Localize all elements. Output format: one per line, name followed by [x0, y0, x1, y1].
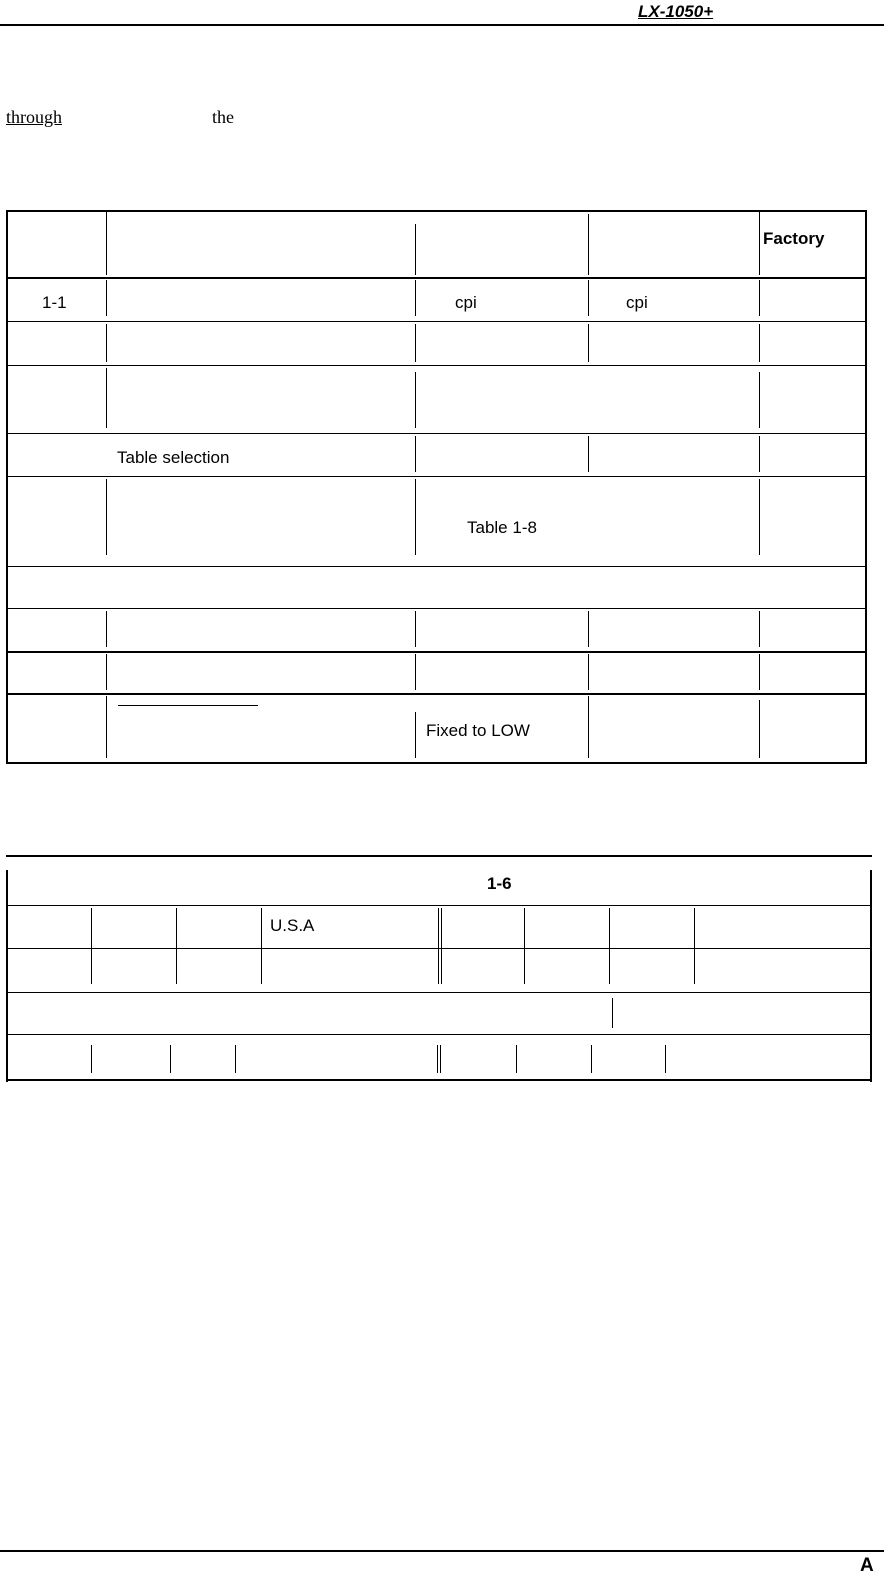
table1-col-rule — [106, 611, 107, 647]
table2-left-border — [6, 870, 8, 1082]
table1-top-border — [6, 210, 866, 212]
table1-col-rule — [106, 212, 107, 275]
table2-col-rule — [609, 908, 610, 984]
table1-row9-value: Fixed to LOW — [426, 721, 530, 740]
table1-col-rule — [588, 324, 589, 362]
table1-col-rule — [106, 696, 107, 758]
table1-col-rule — [588, 214, 589, 275]
table1-row1-label: 1-1 — [42, 293, 67, 312]
table1-row-rule — [6, 693, 866, 695]
table2-title: 1-6 — [487, 874, 512, 893]
table1-row-rule — [6, 566, 866, 567]
table1-col-rule — [759, 212, 760, 275]
table1-col-rule — [588, 696, 589, 758]
table2-row-rule — [6, 905, 872, 906]
table1-col-rule — [588, 611, 589, 647]
table1-col-rule — [415, 479, 416, 555]
table1-col-rule — [759, 700, 760, 758]
table1-col-rule — [588, 280, 589, 316]
footer-rule — [0, 1550, 884, 1552]
table1-col-rule — [415, 436, 416, 472]
table2-right-border — [870, 870, 872, 1082]
table1-col-rule — [106, 280, 107, 316]
table2-col-rule — [235, 1045, 236, 1073]
table2-col-rule — [91, 908, 92, 984]
table1-row-rule — [6, 608, 866, 609]
table2-col-rule — [176, 908, 177, 984]
intro-word-the: the — [212, 107, 234, 127]
table1-col-rule — [415, 280, 416, 316]
table2-col-rule — [516, 1045, 517, 1073]
table1-cell-underline — [118, 705, 258, 706]
table1-row1-cpi-a: cpi — [455, 293, 477, 312]
table1-col-rule — [759, 479, 760, 555]
table1-row-rule — [6, 321, 866, 322]
header-model-name: LX-1050+ — [638, 2, 714, 21]
table2-col-rule — [170, 1045, 171, 1073]
table1-col-rule — [759, 436, 760, 472]
table1-col-rule — [759, 654, 760, 690]
table2-bottom-border — [6, 1079, 872, 1081]
table1-col-rule — [415, 654, 416, 690]
table1-col-rule — [415, 224, 416, 275]
table1-row-rule — [6, 476, 866, 477]
table1-col-rule — [106, 479, 107, 555]
table2-row-rule — [6, 992, 872, 993]
table1-right-border — [865, 210, 867, 764]
table1-col-rule — [759, 324, 760, 362]
table1-left-border — [6, 210, 8, 764]
table2-col-rule — [438, 908, 439, 984]
table2-col-rule — [524, 908, 525, 984]
table1-col-rule — [588, 654, 589, 690]
table1-col-rule — [106, 368, 107, 428]
table2-row1-country: U.S.A — [270, 916, 315, 935]
header-rule — [0, 24, 884, 26]
table2-col-rule — [437, 1045, 438, 1073]
table2-col-rule — [665, 1045, 666, 1073]
table1-row1-cpi-b: cpi — [626, 293, 648, 312]
table1-row5-ref: Table 1-8 — [467, 518, 537, 537]
table1-col-rule — [588, 436, 589, 472]
table1-bottom-border — [6, 762, 867, 764]
table1-row-rule — [6, 365, 866, 366]
table2-row-rule — [6, 1034, 872, 1035]
table1-header-rule — [6, 277, 866, 279]
table1-col-rule — [415, 372, 416, 428]
table1-row-rule — [6, 433, 866, 434]
table1-col-rule — [415, 712, 416, 758]
table2-col-rule — [441, 908, 442, 984]
table2-col-rule — [694, 908, 695, 984]
table2-row-rule — [6, 948, 872, 949]
table1-col-rule — [759, 372, 760, 428]
table1-col-rule — [415, 611, 416, 647]
table2-col-rule — [261, 908, 262, 984]
table1-col-rule — [106, 654, 107, 690]
table1-header-factory: Factory — [763, 229, 825, 248]
table1-col-rule — [106, 324, 107, 362]
table2-top-border — [6, 855, 872, 857]
table1-col-rule — [759, 611, 760, 647]
table1-row-rule — [6, 651, 866, 653]
table1-col-rule — [759, 280, 760, 316]
table2-col-rule — [91, 1045, 92, 1073]
intro-word-through: through — [6, 107, 62, 127]
table2-col-rule — [440, 1045, 441, 1073]
table1-col-rule — [415, 324, 416, 362]
table2-col-rule — [612, 998, 613, 1028]
table2-col-rule — [591, 1045, 592, 1073]
table1-row4-desc: Table selection — [117, 448, 230, 467]
footer-page-letter: A — [860, 1555, 874, 1576]
